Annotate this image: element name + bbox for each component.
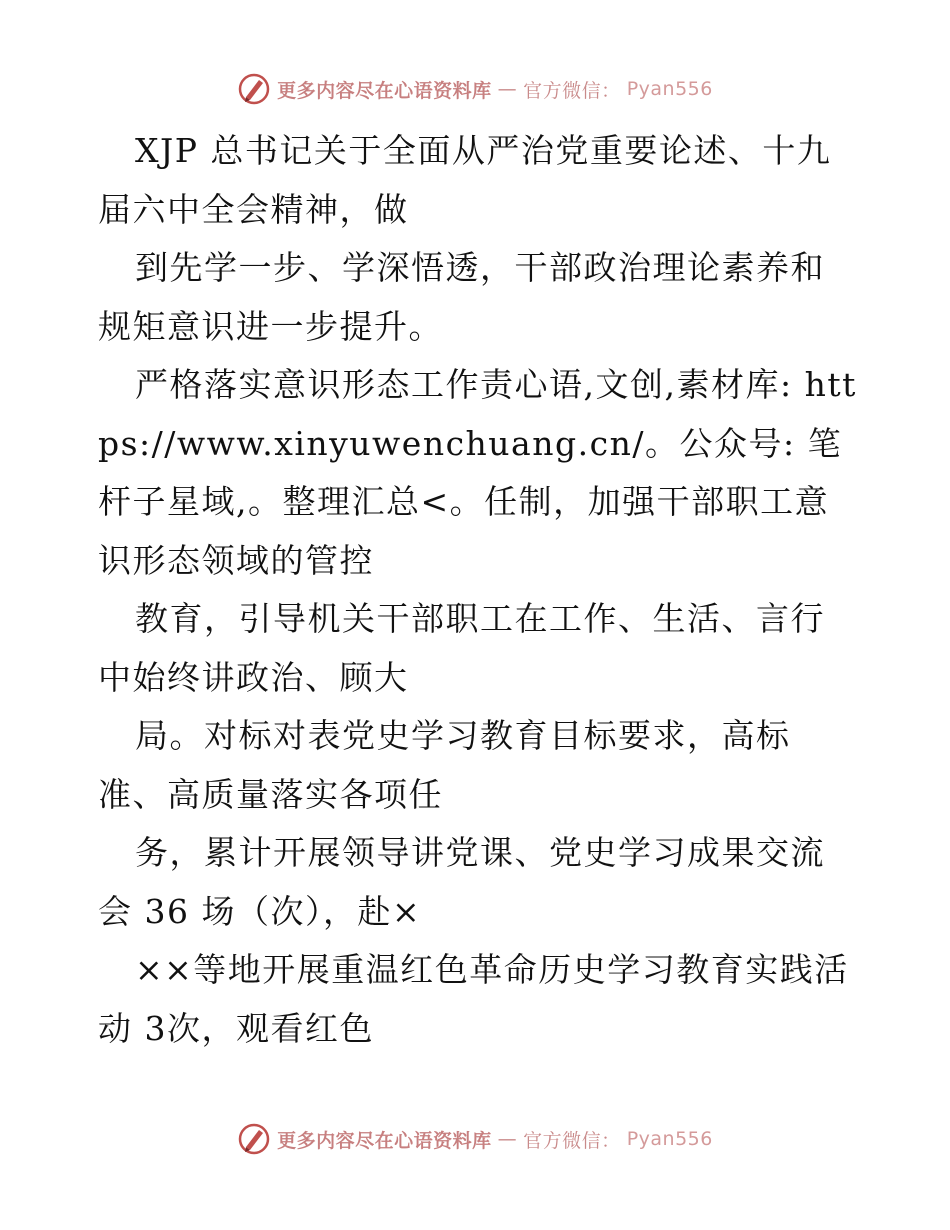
- paragraph: 务，累计开展领导讲党课、党史学习成果交流会 36 场（次），赴×: [98, 833, 825, 931]
- paragraph: ××等地开展重温红色革命历史学习教育实践活动 3次，观看红色: [98, 950, 849, 1048]
- watermark-main-text: 更多内容尽在心语资料库: [277, 79, 492, 102]
- watermark-label: 官方微信：: [523, 79, 621, 102]
- document-body: [98, 122, 858, 1058]
- watermark-label: 官方微信：: [523, 1129, 621, 1152]
- footer-watermark: [0, 1122, 950, 1156]
- watermark-main-text: 更多内容尽在心语资料库: [277, 1129, 492, 1152]
- paragraph: XJP 总书记关于全面从严治党重要论述、十九届六中全会精神，做: [98, 131, 832, 229]
- watermark-wechat-id: Pyan556: [626, 78, 713, 100]
- pen-logo-icon: [237, 72, 271, 106]
- paragraph: 到先学一步、学深悟透，干部政治理论素养和规矩意识进一步提升。: [98, 248, 825, 346]
- paragraph: 局。对标对表党史学习教育目标要求，高标准、高质量落实各项任: [98, 716, 791, 814]
- pen-logo-icon: [237, 1122, 271, 1156]
- paragraph: 严格落实意识形态工作责心语,文创,素材库: https://www.xinyuwenchuang.cn/。公众号: 笔杆子星域,。整理汇总<。任制，加强干部职工意识形态领域的管控: [98, 365, 857, 580]
- header-watermark: [0, 72, 950, 106]
- paragraph: 教育，引导机关干部职工在工作、生活、言行中始终讲政治、顾大: [98, 599, 825, 697]
- watermark-separator: —: [497, 78, 518, 100]
- watermark-separator: —: [497, 1128, 518, 1150]
- watermark-wechat-id: Pyan556: [626, 1128, 713, 1150]
